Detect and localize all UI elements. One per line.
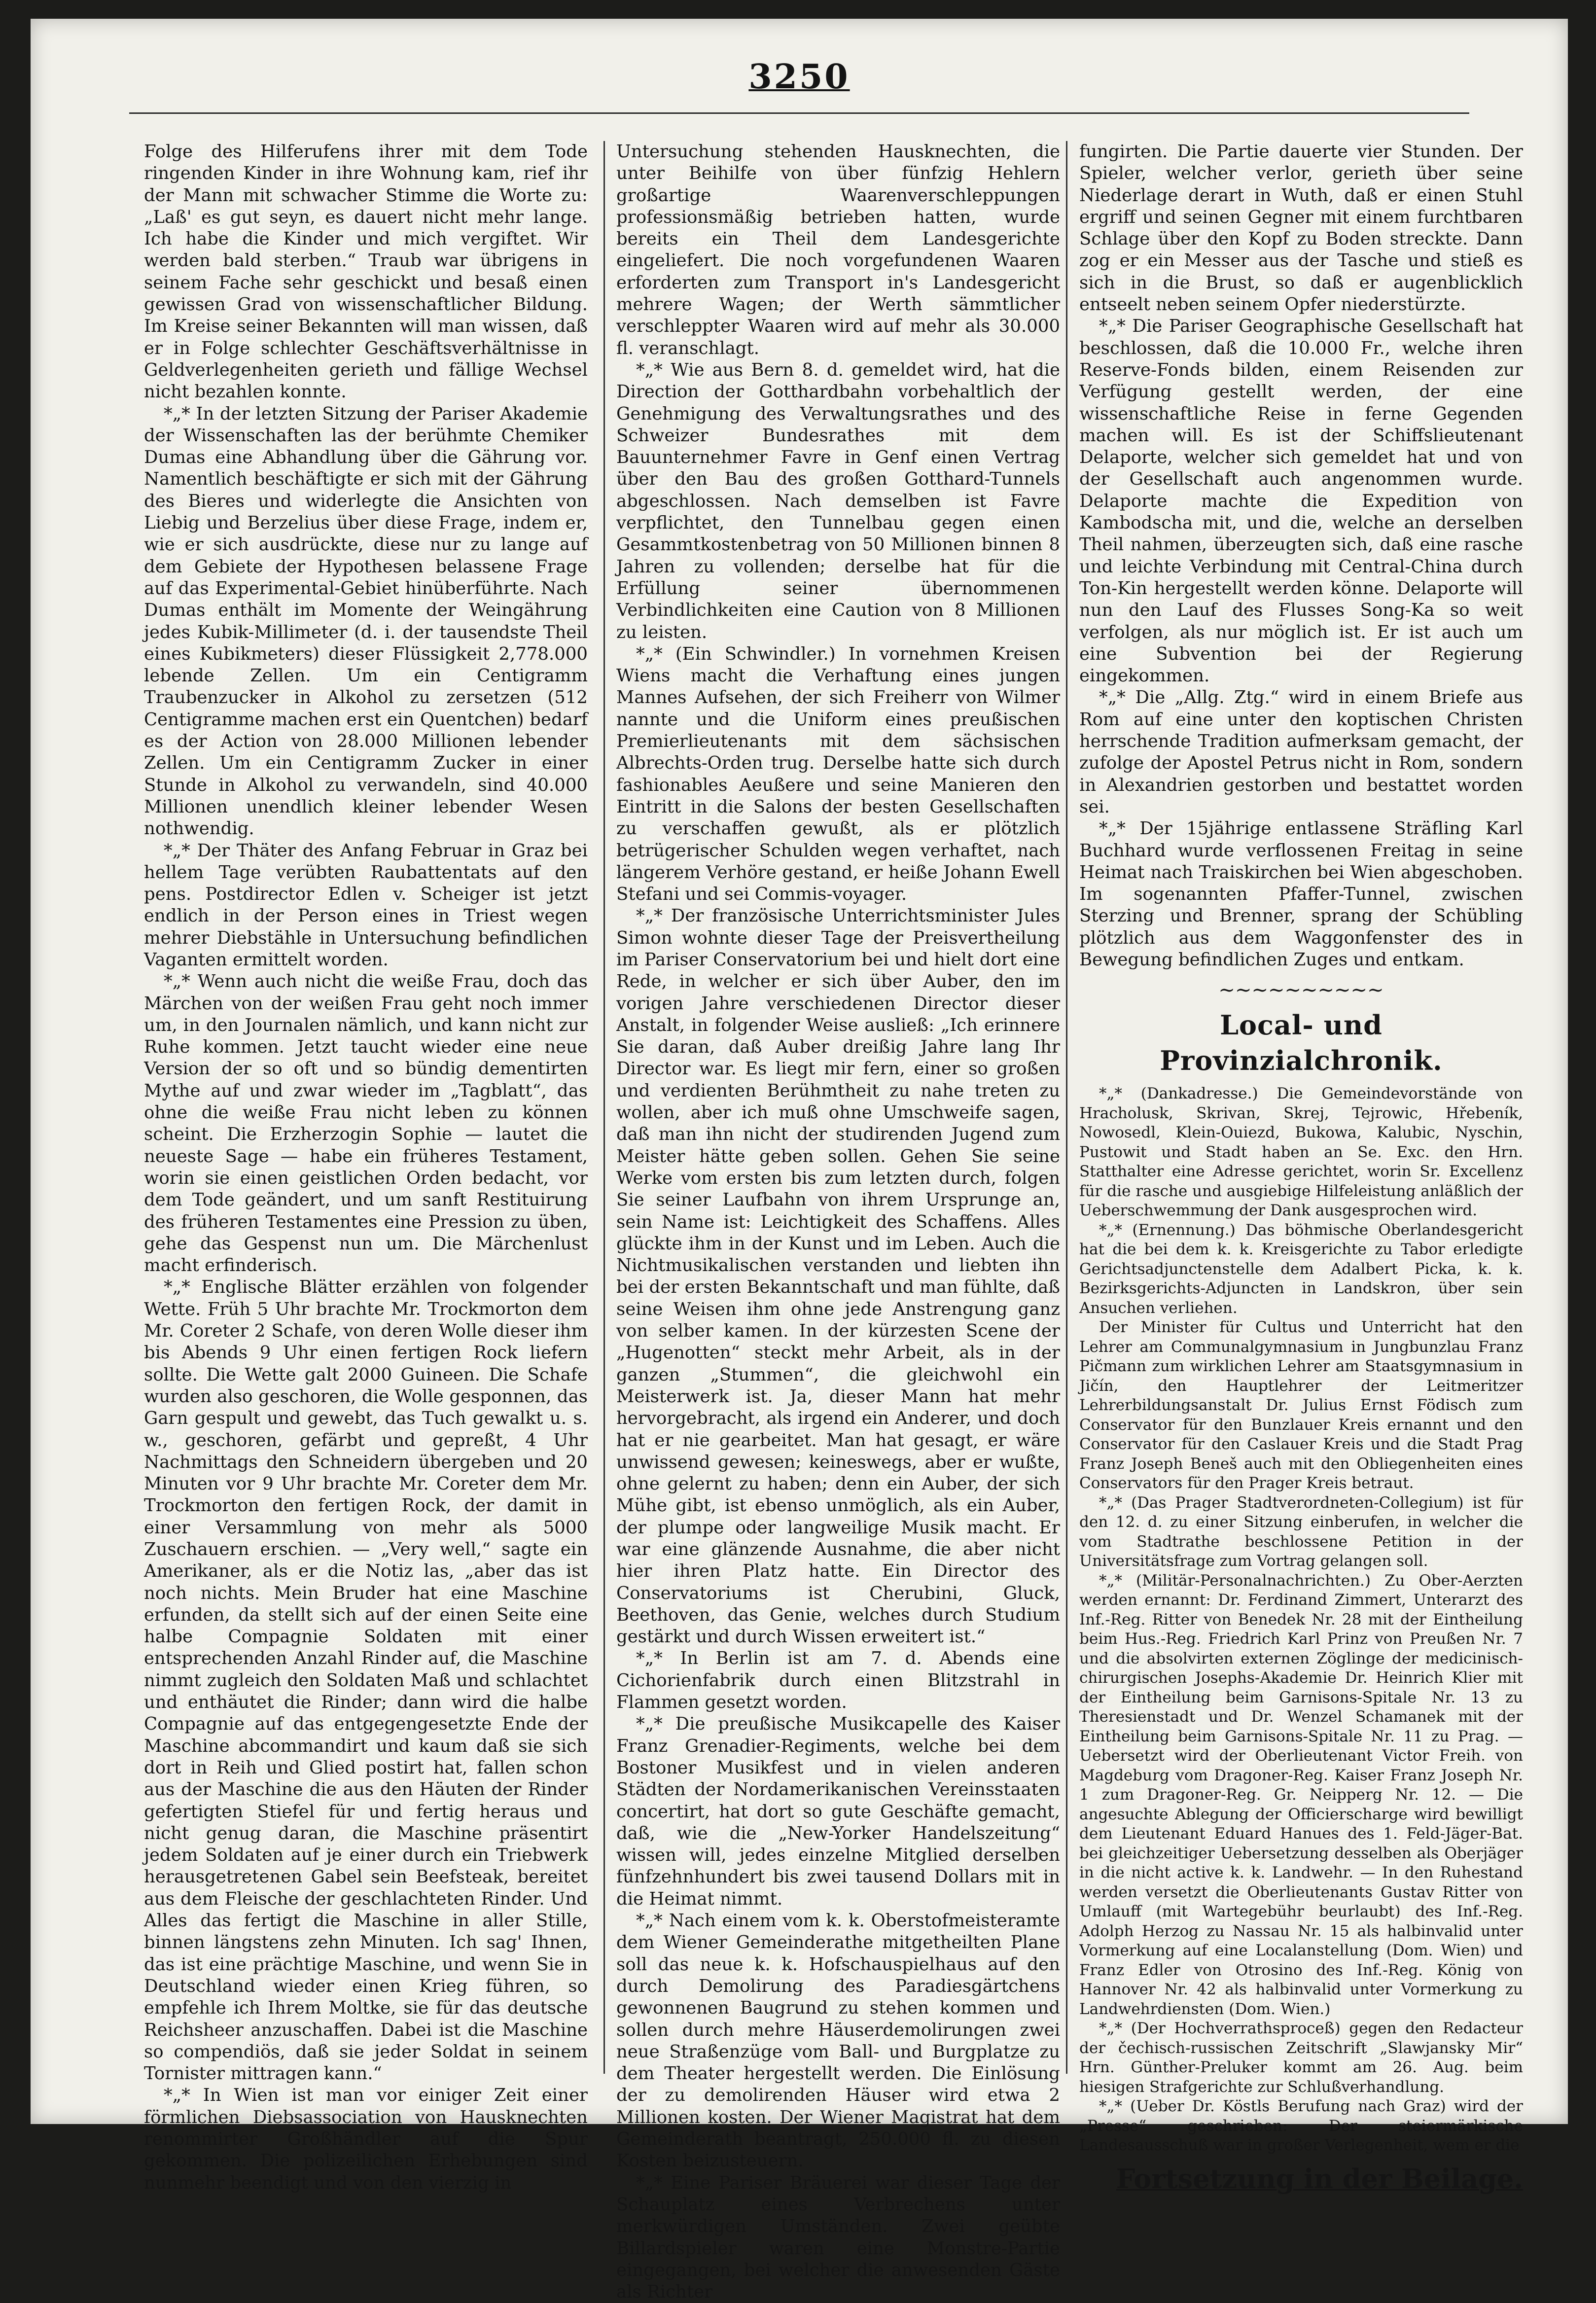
article-paragraph: Der Minister für Cultus und Unterricht hat den Lehrer am Communalgymnasium in Jungbunzlau Franz Pičmann zum wirklichen Lehrer am Staatsgymnasium in Jičín, den Hauptlehrer der Leitmeritzer Lehrerbildungsanstalt Dr. Julius Ernst Födisch zum Conservator für den Bunzlauer Kreis ernannt und den Conservator für den Caslauer Kreis und die Stadt Prag Franz Joseph Beneš auch mit den Obliegenheiten eines Conservators für den Prager Kreis betraut. [1079, 1318, 1523, 1492]
column-3 [1079, 141, 1523, 2195]
column-1 [144, 141, 588, 2193]
newspaper-page [31, 19, 1568, 2303]
section-divider: ~~~~~~~~~~ [1218, 979, 1384, 1002]
column-divider [1066, 141, 1067, 2074]
article-paragraph: *„* (Ueber Dr. Köstls Berufung nach Graz) wird der „Presse“ geschrieben: Der steiermärkische Landesausschuß war in großer Verlegenheit, wem er die [1079, 2097, 1523, 2155]
article-paragraph: *„* In der letzten Sitzung der Pariser Akademie der Wissenschaften las der berühmte Chemiker Dumas eine Abhandlung über die Gährung vor. Namentlich beschäftigte er sich mit der Gährung des Bieres und widerlegte die Ansichten von Liebig und Berzelius über diese Frage, indem er, wie er sich ausdrückte, diese nur zu lange auf dem Gebiete der Hypothesen belassene Frage auf das Experimental-Gebiet hinüberführte. Nach Dumas enthält im Momente der Weingährung jedes Kubik-Millimeter (d. i. der tausendste Theil eines Kubikmeters) dieser Flüssigkeit 2,778.000 lebende Zellen. Um ein Centigramm Traubenzucker in Alkohol zu zersetzen (512 Centigramme machen erst ein Quentchen) bedarf es der Action von 28.000 Millionen lebender Zellen. Um ein Centigramm Zucker in einer Stunde in Alkohol zu verwandeln, sind 40.000 Millionen unendlich kleiner lebender Wesen nothwendig. [144, 403, 588, 839]
article-paragraph: *„* Der Thäter des Anfang Februar in Graz bei hellem Tage verübten Raubattentats auf den pens. Postdirector Edlen v. Scheiger ist jetzt endlich in der Person eines in Triest wegen mehrer Diebstähle in Untersuchung befindlichen Vaganten ermittelt worden. [144, 840, 588, 970]
article-paragraph: fungirten. Die Partie dauerte vier Stunden. Der Spieler, welcher verlor, gerieth über seine Niederlage derart in Wuth, daß er einen Stuhl ergriff und seinen Gegner mit einem furchtbaren Schlage über den Kopf zu Boden streckte. Dann zog er ein Messer aus der Tasche und stieß es sich in die Brust, so daß er augenblicklich entseelt neben seinem Opfer niederstürzte. [1079, 142, 1523, 315]
header-rule [129, 112, 1469, 114]
article-paragraph: *„* Eine Pariser Bräuerei war dieser Tage der Schauplatz eines Verbrechens unter merkwürdigen Umständen. Zwei geübte Billardspieler waren eine Monstre-Partie eingegangen, bei welcher die anwesenden Gäste als Richter [616, 2172, 1060, 2303]
article-paragraph: *„* In Wien ist man vor einiger Zeit einer förmlichen Diebsassociation von Hausknechten renommirter Großhändler auf die Spur gekommen. Die polizeilichen Erhebungen sind nunmehr beendigt und von den vierzig in [144, 2085, 588, 2193]
article-paragraph: *„* (Ernennung.) Das böhmische Oberlandesgericht hat die bei dem k. k. Kreisgerichte zu Tabor erledigte Gerichtsadjunctenstelle dem Adalbert Picka, k. k. Bezirksgerichts-Adjuncten in Landskron, über sein Ansuchen verliehen. [1079, 1221, 1523, 1317]
article-paragraph: Folge des Hilferufens ihrer mit dem Tode ringenden Kinder in ihre Wohnung kam, rief ihr der Mann mit schwacher Stimme die Worte zu: „Laß' es gut seyn, es dauert nicht mehr lange. Ich habe die Kinder und mich vergiftet. Wir werden bald sterben.“ Traub war übrigens in seinem Fache sehr geschickt und besaß einen gewissen Grad von wissenschaftlicher Bildung. Im Kreise seiner Bekannten will man wissen, daß er in Folge schlechter Geschäftsverhältnisse in Geldverlegenheiten gerieth und fällige Wechsel nicht bezahlen konnte. [144, 142, 588, 402]
article-paragraph: *„* Die Pariser Geographische Gesellschaft hat beschlossen, daß die 10.000 Fr., welche ihren Reserve-Fonds bilden, einem Reisenden zur Verfügung gestellt werden, der eine wissenschaftliche Reise in ferne Gegenden machen will. Es ist der Schiffslieutenant Delaporte, welcher sich gemeldet hat und von der Gesellschaft auch angenommen wurde. Delaporte machte die Expedition von Kambodscha mit, und die, welche an derselben Theil nahmen, überzeugten sich, daß eine rasche und leichte Verbindung mit Central-China durch Ton-Kin hergestellt werden könne. Delaporte will nun den Lauf des Flusses Song-Ka so weit verfolgen, als nur möglich ist. Er ist auch um eine Subvention bei der Regierung eingekommen. [1079, 316, 1523, 686]
article-paragraph: *„* (Dankadresse.) Die Gemeindevorstände von Hracholusk, Skrivan, Skrej, Tejrowic, Hřebeník, Nowosedl, Klein-Ouiezd, Bukowa, Kalubic, Nyschin, Pustowit und Stadt haben an Se. Exc. den Hrn. Statthalter eine Adresse gerichtet, worin Sr. Excellenz für die rasche und ausgiebige Hilfeleistung anläßlich der Ueberschwemmung der Dank ausgesprochen wird. [1079, 1085, 1523, 1220]
article-paragraph: *„* Wenn auch nicht die weiße Frau, doch das Märchen von der weißen Frau geht noch immer um, in den Journalen nämlich, und kann nicht zur Ruhe kommen. Jetzt taucht wieder eine neue Version der so oft und so bündig dementirten Mythe auf und zwar wieder im „Tagblatt“, das ohne die weiße Frau nicht leben zu können scheint. Die Erzherzogin Sophie — lautet die neueste Sage — habe ein früheres Testament, worin sie einen geistlichen Orden bedacht, vor dem Tode geändert, und um sanft Restituirung des früheren Testamentes eine Pression zu üben, gehe das Gespenst nun um. Die Märchenlust macht erfinderisch. [144, 971, 588, 1276]
article-paragraph: *„* Die preußische Musikcapelle des Kaiser Franz Grenadier-Regiments, welche bei dem Bostoner Musikfest und in vielen anderen Städten der Nordamerikanischen Vereinsstaaten concertirt, hat dort so gute Geschäfte gemacht, daß, wie die „New-Yorker Handelszeitung“ wissen will, jedes einzelne Mitglied derselben fünfzehnhundert bis zwei tausend Dollars mit in die Heimat nimmt. [616, 1714, 1060, 1909]
article-paragraph: *„* Nach einem vom k. k. Oberstofmeisteramte dem Wiener Gemeinderathe mitgetheilten Plane soll das neue k. k. Hofschauspielhaus auf den durch Demolirung des Paradiesgärtchens gewonnenen Baugrund zu stehen kommen und sollen durch mehre Häuserdemolirungen zwei neue Straßenzüge vom Ball- und Burgplatze zu dem Theater hergestellt werden. Die Einlösung der zu demolirenden Häuser wird etwa 2 Millionen kosten. Der Wiener Magistrat hat dem Gemeinderath beantragt, 250.000 fl. zu diesen Kosten beizusteuern. [616, 1911, 1060, 2171]
article-paragraph: *„* In Berlin ist am 7. d. Abends eine Cichorienfabrik durch einen Blitzstrahl in Flammen gesetzt worden. [616, 1648, 1060, 1713]
article-paragraph: *„* (Militär-Personalnachrichten.) Zu Ober-Aerzten werden ernannt: Dr. Ferdinand Zimmert, Unterarzt des Inf.-Reg. Ritter von Benedek Nr. 28 mit der Eintheilung beim Hus.-Reg. Friedrich Karl Prinz von Preußen Nr. 7 und die absolvirten externen Zöglinge der medicinisch-chirurgischen Josephs-Akademie Dr. Heinrich Klier mit der Eintheilung beim Garnisons-Spitale Nr. 13 zu Theresienstadt und Dr. Wenzel Schamanek mit der Eintheilung beim Garnisons-Spitale Nr. 11 zu Prag. — Uebersetzt wird der Oberlieutenant Victor Freih. von Magdeburg vom Dragoner-Reg. Kaiser Franz Joseph Nr. 1 zum Dragoner-Reg. Gr. Neipperg Nr. 12. — Die angesuchte Ablegung der Officierscharge wird bewilligt dem Lieutenant Eduard Hanues des 1. Feld-Jäger-Bat. bei gleichzeitiger Uebersetzung desselben als Oberjäger in die nicht active k. k. Landwehr. — In den Ruhestand werden versetzt die Oberlieutenants Gustav Ritter von Umlauff (mit Wartegebühr beurlaubt) des Inf.-Reg. Adolph Herzog zu Nassau Nr. 15 als halbinvalid unter Vormerkung auf eine Localanstellung (Dom. Wien) und Franz Edler von Otrosino des Inf.-Reg. König von Hannover Nr. 42 als halbinvalid unter Vormerkung zu Landwehrdiensten (Dom. Wien.) [1079, 1571, 1523, 2018]
continued-note: Fortsetzung in der Beilage. [1116, 2162, 1523, 2195]
column-divider [603, 141, 605, 2074]
article-paragraph: Untersuchung stehenden Hausknechten, die unter Beihilfe von über fünfzig Hehlern großartige Waarenverschleppungen professionsmäßig betrieben hatten, wurde bereits ein Theil dem Landesgerichte eingeliefert. Die noch vorgefundenen Waaren erforderten zum Transport in's Landesgericht mehrere Wagen; der Werth sämmtlicher verschleppter Waaren wird auf mehr als 30.000 fl. veranschlagt. [616, 142, 1060, 358]
article-paragraph: *„* Englische Blätter erzählen von folgender Wette. Früh 5 Uhr brachte Mr. Trockmorton dem Mr. Coreter 2 Schafe, von deren Wolle dieser ihm bis Abends 9 Uhr einen fertigen Rock liefern sollte. Die Wette galt 2000 Guineen. Die Schafe wurden also geschoren, die Wolle gesponnen, das Garn gespult und gewebt, das Tuch gewalkt u. s. w., geschoren, gefärbt und gepreßt, 4 Uhr Nachmittags den Schneidern übergeben und 20 Minuten vor 9 Uhr brachte Mr. Coreter dem Mr. Trockmorton den fertigen Rock, der damit in einer Versammlung von mehr als 5000 Zuschauern erschien. — „Very well,“ sagte ein Amerikaner, als er die Notiz las, „aber das ist noch nichts. Mein Bruder hat eine Maschine erfunden, da stellt sich auf der einen Seite eine halbe Compagnie Soldaten mit einer entsprechenden Anzahl Rinder auf, die Maschine nimmt zugleich den Soldaten Maß und schlachtet und enthäutet die Rinder; dann wird die halbe Compagnie auf das entgegengesetzte Ende der Maschine abcommandirt und kaum daß sie sich dort in Reih und Glied postirt hat, fallen schon aus der Maschine die aus den Häuten der Rinder gefertigten Stiefel für und fertig heraus und nicht genug daran, die Maschine präsentirt jedem Soldaten auf je einer durch ein Triebwerk herausgetretenen Gabel sein Beefsteak, bereitet aus dem Fleische der geschlachteten Rinder. Und Alles das fertigt die Maschine in aller Stille, binnen längstens zehn Minuten. Ich sag' Ihnen, das ist eine prächtige Maschine, und wenn Sie in Deutschland wieder einen Krieg führen, so empfehle ich Ihrem Moltke, sie für das deutsche Reichsheer anzuschaffen. Dabei ist die Maschine so compendiös, daß sie jeder Soldat in seinem Tornister mittragen kann.“ [144, 1277, 588, 2084]
article-paragraph: *„* Die „Allg. Ztg.“ wird in einem Briefe aus Rom auf eine unter den koptischen Christen herrschende Tradition aufmerksam gemacht, der zufolge der Apostel Petrus nicht in Rom, sondern in Alexandrien gestorben und bestattet worden sei. [1079, 687, 1523, 817]
page-number: 3250 [748, 57, 850, 97]
article-paragraph: *„* Der 15jährige entlassene Sträfling Karl Buchhard wurde verflossenen Freitag in seine Heimat nach Traiskirchen bei Wien abgeschoben. Im sogenannten Pfaffer-Tunnel, zwischen Sterzing und Brenner, sprang der Schübling plötzlich aus dem Waggonfenster des in Bewegung befindlichen Zuges und entkam. [1079, 818, 1523, 970]
article-paragraph: *„* Wie aus Bern 8. d. gemeldet wird, hat die Direction der Gotthardbahn vorbehaltlich der Genehmigung des Verwaltungsrathes und des Schweizer Bundesrathes mit dem Bauunternehmer Favre in Genf einen Vertrag über den Bau des großen Gotthard-Tunnels abgeschlossen. Nach demselben ist Favre verpflichtet, den Tunnelbau gegen einen Gesammtkostenbetrag von 50 Millionen binnen 8 Jahren zu vollenden; derselbe hat für die Erfüllung seiner übernommenen Verbindlichkeiten eine Caution von 8 Millionen zu leisten. [616, 359, 1060, 642]
article-paragraph: *„* (Ein Schwindler.) In vornehmen Kreisen Wiens macht die Verhaftung eines jungen Mannes Aufsehen, der sich Freiherr von Wilmer nannte und die Uniform eines preußischen Premierlieutenants mit dem sächsischen Albrechts-Orden trug. Derselbe hatte sich durch fashionables Aeußere und seine Manieren den Eintritt in die Salons der besten Gesellschaften zu verschaffen gewußt, als er plötzlich betrügerischer Schulden wegen verhaftet, nach längerem Verhöre gestand, er heiße Johann Ewell Stefani und sei Commis-voyager. [616, 643, 1060, 905]
article-paragraph: *„* (Der Hochverrathsproceß) gegen den Redacteur der čechisch-russischen Zeitschrift „Slawjansky Mir“ Hrn. Günther-Preluker kommt am 26. Aug. beim hiesigen Strafgerichte zur Schlußverhandlung. [1079, 2020, 1523, 2096]
section-heading: Local- und Provinzialchronik. [1160, 1009, 1443, 1077]
local-news [1079, 1084, 1523, 2156]
column-2 [616, 141, 1060, 2303]
article-paragraph: *„* (Das Prager Stadtverordneten-Collegium) ist für den 12. d. zu einer Sitzung einberufen, in welcher die vom Stadtrathe beschlossene Petition in der Universitätsfrage zum Vortrag gelangen soll. [1079, 1493, 1523, 1570]
article-paragraph: *„* Der französische Unterrichtsminister Jules Simon wohnte dieser Tage der Preisvertheilung im Pariser Conservatorium bei und hielt dort eine Rede, in welcher er sich über Auber, den im vorigen Jahre verschiedenen Director dieser Anstalt, in folgender Weise ausließ: „Ich erinnere Sie daran, daß Auber dreißig Jahre lang Ihr Director war. Es liegt mir fern, einer so großen und verdienten Berühmtheit zu nahe treten zu wollen, aber ich muß ohne Umschweife sagen, daß man ihn nicht der studirenden Jugend zum Meister hätte geben sollen. Gehen Sie seine Werke vom ersten bis zum letzten durch, folgen Sie seiner Laufbahn von ihrem Ursprunge an, sein Name ist: Leichtigkeit des Schaffens. Alles glückte ihm in der Kunst und im Leben. Auch die Nichtmusikalischen verstanden und liebten ihn bei der ersten Bekanntschaft und man fühlte, daß seine Weisen ihm ohne jede Anstrengung ganz von selber kamen. In der kürzesten Scene der „Hugenotten“ steckt mehr Arbeit, als in der ganzen „Stummen“, die gleichwohl ein Meisterwerk ist. Ja, dieser Mann hat mehr hervorgebracht, als irgend ein Anderer, und doch hat er nie gearbeitet. Man hat gesagt, er wäre unwissend gewesen; keineswegs, aber er wußte, ohne gelernt zu haben; denn ein Auber, der sich Mühe gibt, ist ebenso unmöglich, als ein Auber, der plumpe oder langweilige Musik macht. Er war eine glänzende Ausnahme, die aber nicht hier ihren Platz hatte. Ein Director des Conservatoriums ist Cherubini, Gluck, Beethoven, das Genie, welches durch Studium gestärkt und durch Wissen erweitert ist.“ [616, 906, 1060, 1647]
